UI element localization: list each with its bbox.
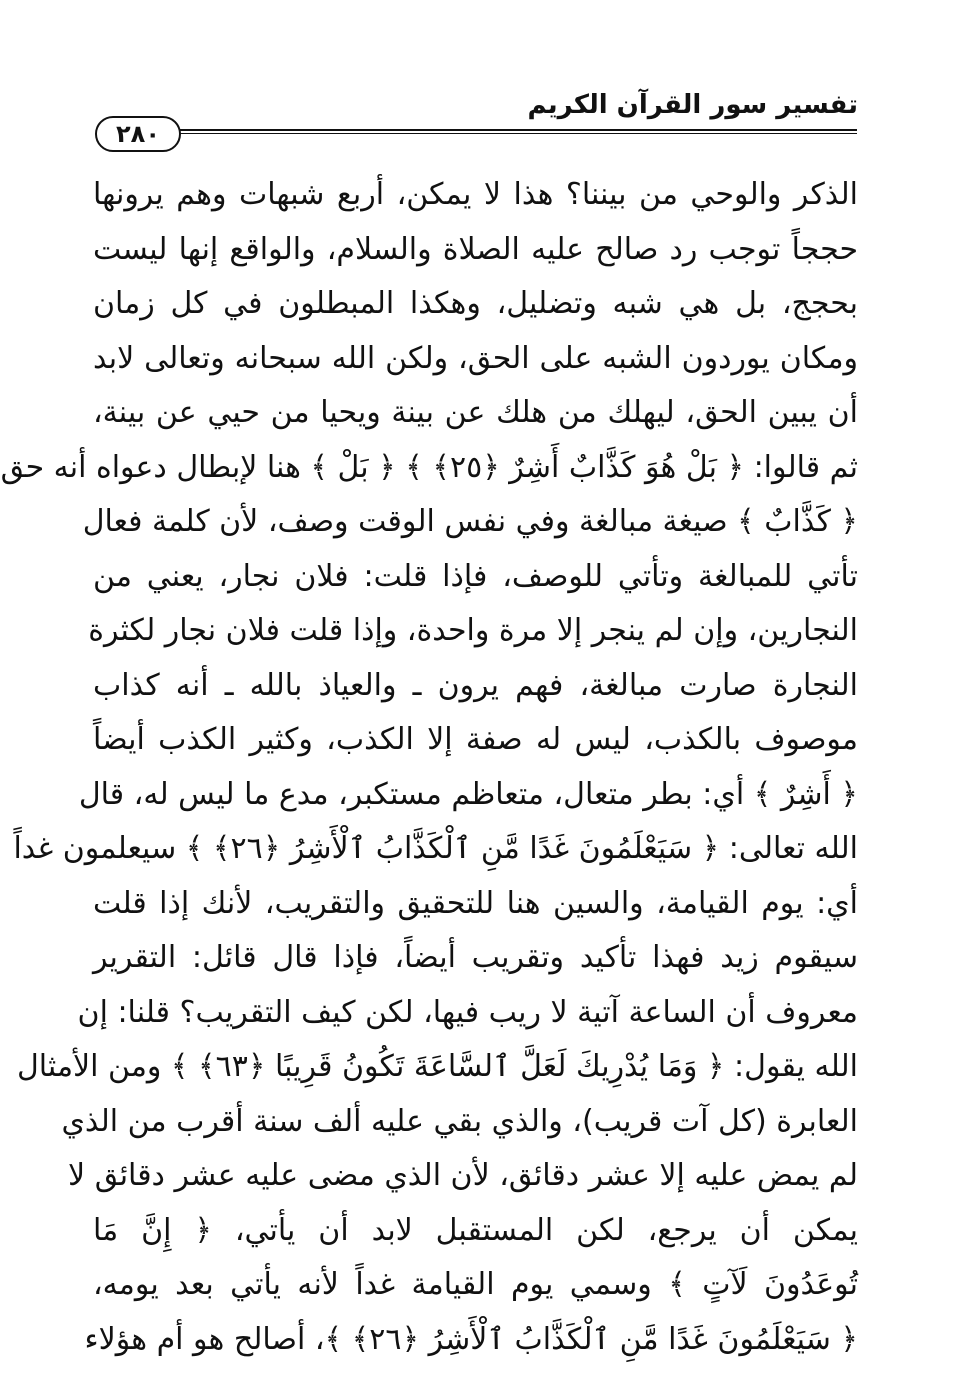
text-line: النجارين، وإن لم ينجر إلا مرة واحدة، وإذا قلت فلان نجار لكثرة (88, 613, 858, 648)
page-number: ٢٨٠ (95, 116, 181, 152)
text-line: موصوف بالكذب، ليس له صفة إلا الكذب، وكثير الكذب أيضاً (93, 722, 858, 757)
text-line: العابرة (كل آت قريب)، والذي بقي عليه ألف سنة أقرب من الذي (61, 1103, 858, 1139)
running-header-title: تفسير سور القرآن الكريم (527, 90, 858, 120)
text-line: الله يقول: ﴿ وَمَا يُدْرِيكَ لَعَلَّ ٱلسَّاعَةَ تَكُونُ قَرِيبًا ﴿٦٣﴾ ﴾ ومن الأمثال (16, 1049, 858, 1084)
text-line: يمكن أن يرجع، لكن المستقبل لابد أن يأتي، ﴿ إِنَّ مَا (93, 1212, 858, 1248)
text-line: الله تعالى: ﴿ سَيَعْلَمُونَ غَدًا مَّنِ ٱلْكَذَّابُ ٱلْأَشِرُ ﴿٢٦﴾ ﴾ سيعلمون غداً (13, 831, 858, 866)
text-line: ﴿ كَذَّابٌ ﴾ صيغة مبالغة وفي نفس الوقت وصف، لأن كلمة فعال (82, 504, 858, 539)
text-line: معروف أن الساعة آتية لا ريب فيها، لكن كيف التقريب؟ قلنا: إن (77, 994, 858, 1030)
header-rule (175, 129, 857, 134)
text-line: ﴿ سَيَعْلَمُونَ غَدًا مَّنِ ٱلْكَذَّابُ ٱلْأَشِرُ ﴿٢٦﴾ ﴾، أصالح هو أم هؤلاء (84, 1321, 858, 1357)
text-line: ثم قالوا: ﴿ بَلْ هُوَ كَذَّابٌ أَشِرٌ ﴿٢٥﴾ ﴾ ﴿ بَلْ ﴾ هنا لإبطال دعواه أنه حق (0, 449, 858, 485)
body-text (0, 168, 858, 1367)
text-line: تُوعَدُونَ لَآتٍ ﴾ وسمي يوم القيامة غداً لأنه يأتي بعد يومه، (93, 1267, 858, 1302)
text-line: بحجج، بل هي شبه وتضليل، وهكذا المبطلون في كل زمان (93, 286, 858, 321)
text-line: تأتي للمبالغة وتأتي للوصف، فإذا قلت: فلان نجار، يعني من (93, 558, 858, 594)
text-line: سيقوم زيد فهذا تأكيد وتقريب أيضاً، فإذا قال قائل: التقرير (93, 940, 858, 975)
text-line: الذكر والوحي من بيننا؟ هذا لا يمكن، أربع شبهات وهم يرونها (93, 177, 858, 212)
text-line: ﴿ أَشِرٌ ﴾ أي: بطر متعال، متعاظم مستكبر، مدع ما ليس له، قال (78, 776, 858, 812)
text-line: النجارة صارت مبالغة، فهم يرون ـ والعياذ بالله ـ أنه كذاب (93, 667, 858, 703)
text-line: حججاً توجب رد صالح عليه الصلاة والسلام، والواقع إنها ليست (93, 231, 858, 267)
text-line: أن يبين الحق، ليهلك من هلك عن بينة ويحيا من حيي عن بينة، (93, 395, 858, 430)
text-line: أي: يوم القيامة، والسين هنا للتحقيق والتقريب، لأنك إذا قلت (93, 885, 858, 921)
text-line: لم يمض عليه إلا عشر دقائق، لأن الذي مضى عليه عشر دقائق لا (68, 1158, 858, 1193)
text-line: ومكان يوردون الشبه على الحق، ولكن الله سبحانه وتعالى لابد (93, 340, 858, 376)
